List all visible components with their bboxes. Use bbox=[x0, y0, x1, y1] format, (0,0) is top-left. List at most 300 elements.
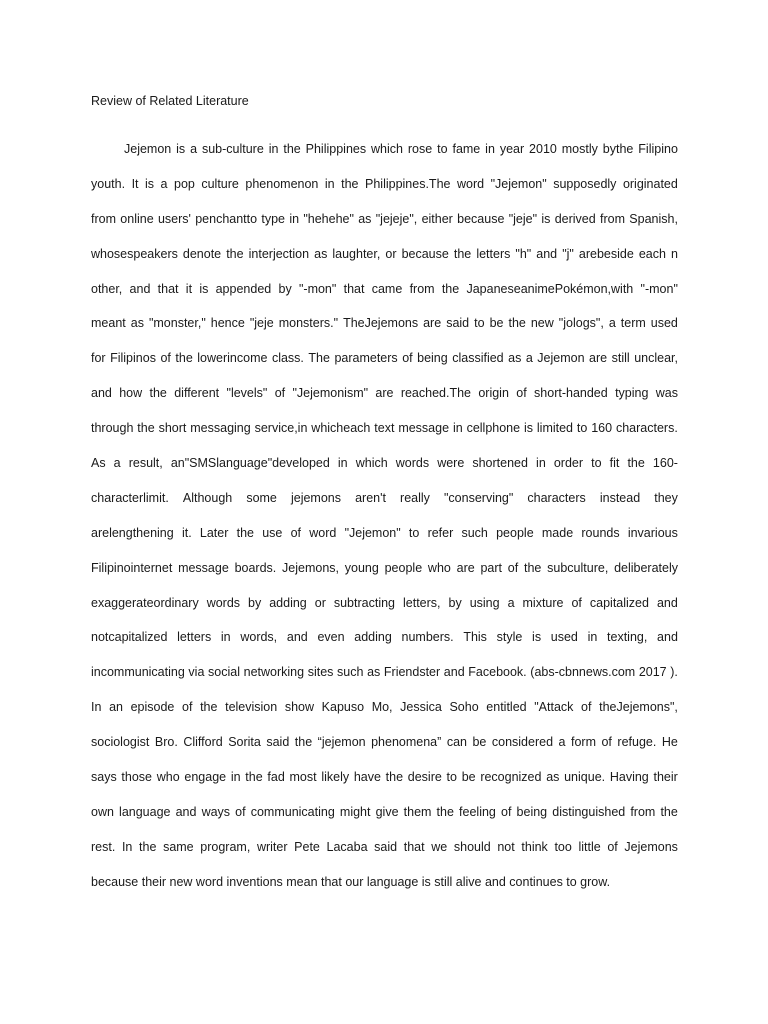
word: jejemons bbox=[290, 490, 341, 505]
word: ). bbox=[670, 665, 678, 680]
word: such bbox=[337, 665, 364, 680]
body-paragraph bbox=[91, 139, 678, 907]
paragraph-line bbox=[91, 593, 678, 628]
word: The bbox=[308, 351, 330, 366]
word: message bbox=[178, 560, 229, 575]
word: show bbox=[284, 700, 315, 715]
word: a bbox=[608, 316, 616, 331]
word: says bbox=[91, 770, 117, 785]
word: "levels" bbox=[226, 386, 268, 401]
word: them bbox=[403, 804, 432, 819]
word: fame bbox=[452, 142, 481, 156]
word: mixture bbox=[522, 595, 564, 610]
word: television bbox=[225, 700, 278, 715]
word: 2010 bbox=[529, 142, 557, 156]
word: are bbox=[423, 316, 442, 331]
word: and bbox=[536, 246, 558, 261]
word: from bbox=[91, 211, 116, 226]
word: to bbox=[591, 456, 602, 471]
word: considered bbox=[491, 735, 554, 750]
word: who bbox=[156, 770, 180, 785]
paragraph-line bbox=[91, 627, 678, 662]
word: being bbox=[417, 351, 448, 366]
word: use bbox=[262, 525, 283, 540]
word: service,in bbox=[254, 421, 308, 436]
word: Soho bbox=[449, 700, 479, 715]
word: of bbox=[501, 804, 512, 819]
word: is bbox=[176, 142, 186, 156]
word: that bbox=[343, 281, 365, 296]
word: of bbox=[607, 839, 618, 854]
word: said bbox=[446, 316, 470, 331]
word: "hehehe" bbox=[303, 211, 354, 226]
word: of bbox=[581, 700, 592, 715]
word: supposedly bbox=[553, 176, 617, 191]
word: from bbox=[409, 281, 435, 296]
word: He bbox=[661, 735, 678, 750]
word: text bbox=[374, 421, 395, 436]
word: Jessica bbox=[400, 700, 442, 715]
word: letters bbox=[476, 246, 511, 261]
word: ways bbox=[201, 804, 231, 819]
word: exaggerateordinary bbox=[91, 595, 199, 610]
word: Philippines bbox=[305, 142, 367, 156]
word: letters, bbox=[403, 595, 441, 610]
word: Filipinos bbox=[110, 351, 156, 366]
word: Bro. bbox=[154, 735, 178, 750]
paragraph-line bbox=[91, 174, 678, 209]
word: writer bbox=[256, 839, 288, 854]
word: Although bbox=[182, 490, 233, 505]
word: not bbox=[497, 839, 515, 854]
word: a bbox=[525, 351, 533, 366]
word: appended bbox=[215, 281, 272, 296]
word: an"SMSlanguage"developed bbox=[170, 456, 330, 471]
word: social bbox=[208, 665, 240, 680]
word: the bbox=[236, 525, 254, 540]
word: using bbox=[469, 595, 500, 610]
word: they bbox=[654, 490, 678, 505]
paragraph-line bbox=[91, 139, 678, 174]
word: in bbox=[485, 142, 495, 156]
word: rose bbox=[407, 142, 433, 156]
word: and bbox=[286, 630, 308, 645]
word: came bbox=[371, 281, 403, 296]
paragraph-line bbox=[91, 767, 678, 802]
word: unclear, bbox=[634, 351, 678, 366]
word: laughter, bbox=[332, 246, 381, 261]
word: whicheach bbox=[311, 421, 371, 436]
word: recognized bbox=[480, 770, 542, 785]
word: program, bbox=[200, 839, 251, 854]
word: shortened bbox=[472, 456, 528, 471]
word: in bbox=[268, 142, 279, 156]
word: 160- bbox=[652, 456, 678, 471]
word: n bbox=[671, 246, 678, 261]
word: In bbox=[91, 700, 102, 715]
word: reached.The bbox=[400, 386, 471, 401]
word: Clifford bbox=[183, 735, 223, 750]
word: fad bbox=[267, 770, 285, 785]
word: (abs-cbnnews.com bbox=[530, 665, 636, 680]
word: said bbox=[374, 839, 398, 854]
word: entitled bbox=[486, 700, 527, 715]
word: Later bbox=[199, 525, 229, 540]
word: penchantto bbox=[195, 211, 258, 226]
document-heading: Review of Related Literature bbox=[91, 94, 249, 108]
word: words bbox=[395, 456, 430, 471]
word: notcapitalized bbox=[91, 630, 168, 645]
word: "Jejemonism" bbox=[292, 386, 369, 401]
word: pop bbox=[174, 176, 195, 191]
word: each bbox=[638, 246, 666, 261]
paragraph-line bbox=[91, 662, 678, 697]
word: young bbox=[344, 560, 379, 575]
paragraph-line bbox=[91, 244, 678, 279]
word: are bbox=[375, 386, 394, 401]
word: the bbox=[508, 316, 526, 331]
word: as bbox=[358, 211, 372, 226]
word: cellphone bbox=[466, 421, 521, 436]
word: words bbox=[206, 595, 241, 610]
word: a bbox=[190, 142, 198, 156]
word: or bbox=[385, 246, 397, 261]
word: made bbox=[541, 525, 574, 540]
word: in bbox=[536, 456, 546, 471]
word: Filipino bbox=[638, 142, 678, 156]
word: be bbox=[489, 316, 504, 331]
word: the bbox=[441, 281, 460, 296]
word: a bbox=[507, 595, 515, 610]
word: a bbox=[558, 735, 566, 750]
word: people bbox=[496, 525, 534, 540]
word: engage bbox=[184, 770, 227, 785]
word: arelengthening bbox=[91, 525, 174, 540]
word: "-mon" bbox=[640, 281, 678, 296]
word: year bbox=[499, 142, 525, 156]
word: was bbox=[655, 386, 678, 401]
word: youth. bbox=[91, 176, 126, 191]
word: too bbox=[554, 839, 572, 854]
word: such bbox=[461, 525, 488, 540]
word: derived bbox=[554, 211, 596, 226]
word: adding bbox=[354, 630, 392, 645]
word: form bbox=[570, 735, 596, 750]
word: the bbox=[436, 804, 454, 819]
word: the bbox=[200, 700, 218, 715]
paragraph-line bbox=[91, 558, 678, 593]
word: boards. bbox=[234, 560, 277, 575]
word: rest. bbox=[91, 839, 116, 854]
word: JapaneseanimePokémon,with bbox=[466, 281, 634, 296]
word: in bbox=[587, 630, 598, 645]
word: 2017 bbox=[638, 665, 667, 680]
word: capitalized bbox=[589, 595, 649, 610]
paragraph-line bbox=[91, 732, 678, 767]
word: the bbox=[523, 560, 542, 575]
word: as bbox=[130, 316, 144, 331]
word: are bbox=[589, 351, 608, 366]
word: denote bbox=[182, 246, 222, 261]
word: used bbox=[550, 630, 578, 645]
word: word bbox=[456, 176, 485, 191]
word: hence bbox=[210, 316, 245, 331]
word: As bbox=[91, 456, 106, 471]
word: "j" bbox=[562, 246, 574, 261]
paragraph-line bbox=[91, 697, 678, 732]
word: type bbox=[261, 211, 286, 226]
word: for bbox=[91, 351, 106, 366]
word: refer bbox=[427, 525, 454, 540]
word: of bbox=[290, 525, 302, 540]
word: TheJejemons bbox=[343, 316, 419, 331]
word: phenomena” bbox=[371, 735, 442, 750]
word: mostly bbox=[561, 142, 598, 156]
word: as bbox=[367, 665, 381, 680]
word: Having bbox=[609, 770, 649, 785]
paragraph-line bbox=[91, 488, 678, 523]
word: think bbox=[521, 839, 548, 854]
word: used bbox=[650, 316, 678, 331]
word: their bbox=[653, 770, 678, 785]
word: is bbox=[523, 421, 533, 436]
word: is bbox=[541, 211, 551, 226]
word: "Jejemon" bbox=[490, 176, 547, 191]
word: to bbox=[408, 525, 420, 540]
word: through bbox=[91, 421, 134, 436]
word: whosespeakers bbox=[91, 246, 178, 261]
word: culture bbox=[201, 176, 239, 191]
word: Facebook. bbox=[468, 665, 527, 680]
word: the bbox=[453, 246, 472, 261]
word: the bbox=[627, 456, 645, 471]
word: classified bbox=[452, 351, 504, 366]
word: likely bbox=[321, 770, 350, 785]
word: from bbox=[630, 804, 656, 819]
word: style bbox=[496, 630, 523, 645]
word: meant bbox=[91, 316, 126, 331]
word: texting, bbox=[607, 630, 648, 645]
word: "jologs", bbox=[558, 316, 604, 331]
paragraph-line: because their new word inventions mean that our language is still alive and continues to grow. bbox=[91, 874, 611, 889]
word: be bbox=[461, 770, 476, 785]
word: the bbox=[226, 246, 244, 261]
word: were bbox=[437, 456, 465, 471]
word: short bbox=[158, 421, 187, 436]
word: aren't bbox=[355, 490, 386, 505]
word: as bbox=[314, 246, 328, 261]
word: episode bbox=[130, 700, 175, 715]
word: Philippines.The bbox=[365, 176, 451, 191]
word: different bbox=[174, 386, 220, 401]
word: invarious bbox=[627, 525, 678, 540]
word: "jeje bbox=[249, 316, 274, 331]
word: "h" bbox=[515, 246, 532, 261]
word: words, bbox=[240, 630, 278, 645]
word: part bbox=[480, 560, 503, 575]
word: and bbox=[656, 595, 678, 610]
word: online bbox=[120, 211, 154, 226]
word: numbers. bbox=[401, 630, 454, 645]
word: being bbox=[516, 804, 548, 819]
word: "Attack bbox=[534, 700, 574, 715]
word: still bbox=[611, 351, 630, 366]
word: in bbox=[230, 770, 241, 785]
word: and bbox=[91, 386, 112, 401]
word: the bbox=[149, 386, 167, 401]
word: of bbox=[182, 700, 193, 715]
word: short-handed bbox=[534, 386, 608, 401]
word: might bbox=[339, 804, 371, 819]
word: subculture, bbox=[547, 560, 609, 575]
word: the bbox=[341, 176, 359, 191]
word: a bbox=[160, 176, 168, 191]
word: a bbox=[113, 456, 121, 471]
word: rounds bbox=[581, 525, 620, 540]
word: of bbox=[571, 595, 582, 610]
word: term bbox=[620, 316, 646, 331]
word: monsters." bbox=[278, 316, 339, 331]
word: instead bbox=[599, 490, 641, 505]
word: to bbox=[446, 770, 457, 785]
word: little bbox=[578, 839, 601, 854]
word: it. bbox=[181, 525, 192, 540]
word: new bbox=[530, 316, 554, 331]
word: the bbox=[294, 735, 313, 750]
paragraph-line bbox=[91, 523, 678, 558]
paragraph-line bbox=[91, 837, 678, 872]
paragraph-line bbox=[91, 209, 678, 244]
word: that bbox=[403, 839, 425, 854]
word: in bbox=[452, 421, 463, 436]
word: as bbox=[546, 770, 560, 785]
word: “jejemon bbox=[317, 735, 366, 750]
paragraph-line bbox=[91, 383, 678, 418]
word: "Jejemon" bbox=[344, 525, 401, 540]
word: by bbox=[248, 595, 262, 610]
word: Jejemon bbox=[537, 351, 585, 366]
word: class. bbox=[271, 351, 304, 366]
word: via bbox=[188, 665, 205, 680]
word: is bbox=[199, 281, 209, 296]
word: because bbox=[401, 246, 449, 261]
word: letters bbox=[177, 630, 212, 645]
word: to bbox=[576, 421, 588, 436]
paragraph-line bbox=[91, 418, 678, 453]
word: and bbox=[657, 630, 678, 645]
word: "jeje" bbox=[508, 211, 538, 226]
word: the bbox=[175, 351, 193, 366]
word: lowerincome bbox=[197, 351, 268, 366]
word: Jejemons bbox=[624, 839, 678, 854]
word: bythe bbox=[602, 142, 634, 156]
word: feeling bbox=[459, 804, 496, 819]
word: parameters bbox=[334, 351, 398, 366]
word: In bbox=[121, 839, 133, 854]
word: same bbox=[163, 839, 194, 854]
word: even bbox=[317, 630, 345, 645]
paragraph-line bbox=[91, 279, 678, 314]
word: really bbox=[400, 490, 430, 505]
word: phenomenon bbox=[245, 176, 319, 191]
word: characters bbox=[527, 490, 586, 505]
paragraph-line bbox=[91, 348, 678, 383]
word: origin bbox=[478, 386, 509, 401]
word: the bbox=[245, 770, 263, 785]
word: and bbox=[175, 804, 197, 819]
word: Jejemons, bbox=[282, 560, 340, 575]
word: It bbox=[131, 176, 139, 191]
word: messaging bbox=[190, 421, 251, 436]
word: users' bbox=[157, 211, 191, 226]
word: typing bbox=[615, 386, 649, 401]
word: interjection bbox=[248, 246, 310, 261]
word: Filipinointernet bbox=[91, 560, 173, 575]
word: language bbox=[119, 804, 171, 819]
word: people bbox=[384, 560, 423, 575]
word: limited bbox=[536, 421, 574, 436]
word: unique. bbox=[564, 770, 606, 785]
word: of bbox=[516, 386, 527, 401]
word: message bbox=[398, 421, 450, 436]
word: as bbox=[508, 351, 522, 366]
word: theJejemons", bbox=[599, 700, 678, 715]
word: of bbox=[402, 351, 413, 366]
word: in bbox=[220, 630, 231, 645]
word: we bbox=[431, 839, 448, 854]
word: communicating bbox=[250, 804, 335, 819]
word: the bbox=[385, 770, 404, 785]
word: be bbox=[472, 735, 487, 750]
word: how bbox=[119, 386, 143, 401]
word: "-mon" bbox=[298, 281, 337, 296]
word: is bbox=[532, 630, 542, 645]
paragraph-line bbox=[91, 802, 678, 837]
word: because bbox=[457, 211, 505, 226]
word: can bbox=[446, 735, 467, 750]
word: that bbox=[157, 281, 179, 296]
word: characterlimit. bbox=[91, 490, 169, 505]
paragraph-line bbox=[91, 453, 678, 488]
word: the bbox=[137, 421, 155, 436]
word: by bbox=[448, 595, 462, 610]
word: adding bbox=[269, 595, 307, 610]
word: order bbox=[553, 456, 584, 471]
word: those bbox=[121, 770, 153, 785]
word: This bbox=[463, 630, 487, 645]
word: of bbox=[160, 351, 171, 366]
word: the bbox=[283, 142, 301, 156]
word: and bbox=[443, 665, 465, 680]
word: originated bbox=[622, 176, 678, 191]
word: of bbox=[507, 560, 519, 575]
word: other, bbox=[91, 281, 123, 296]
word: in bbox=[289, 211, 300, 226]
word: refuge. bbox=[617, 735, 657, 750]
word: should bbox=[453, 839, 491, 854]
word: from bbox=[599, 211, 625, 226]
word: desire bbox=[407, 770, 442, 785]
word: incommunicating bbox=[91, 665, 185, 680]
word: distinguished bbox=[552, 804, 626, 819]
word: sociologist bbox=[91, 735, 150, 750]
word: is bbox=[145, 176, 155, 191]
word: subtracting bbox=[333, 595, 396, 610]
word: Lacaba bbox=[326, 839, 368, 854]
word: the bbox=[139, 839, 157, 854]
word: to bbox=[474, 316, 485, 331]
word: in bbox=[324, 176, 335, 191]
